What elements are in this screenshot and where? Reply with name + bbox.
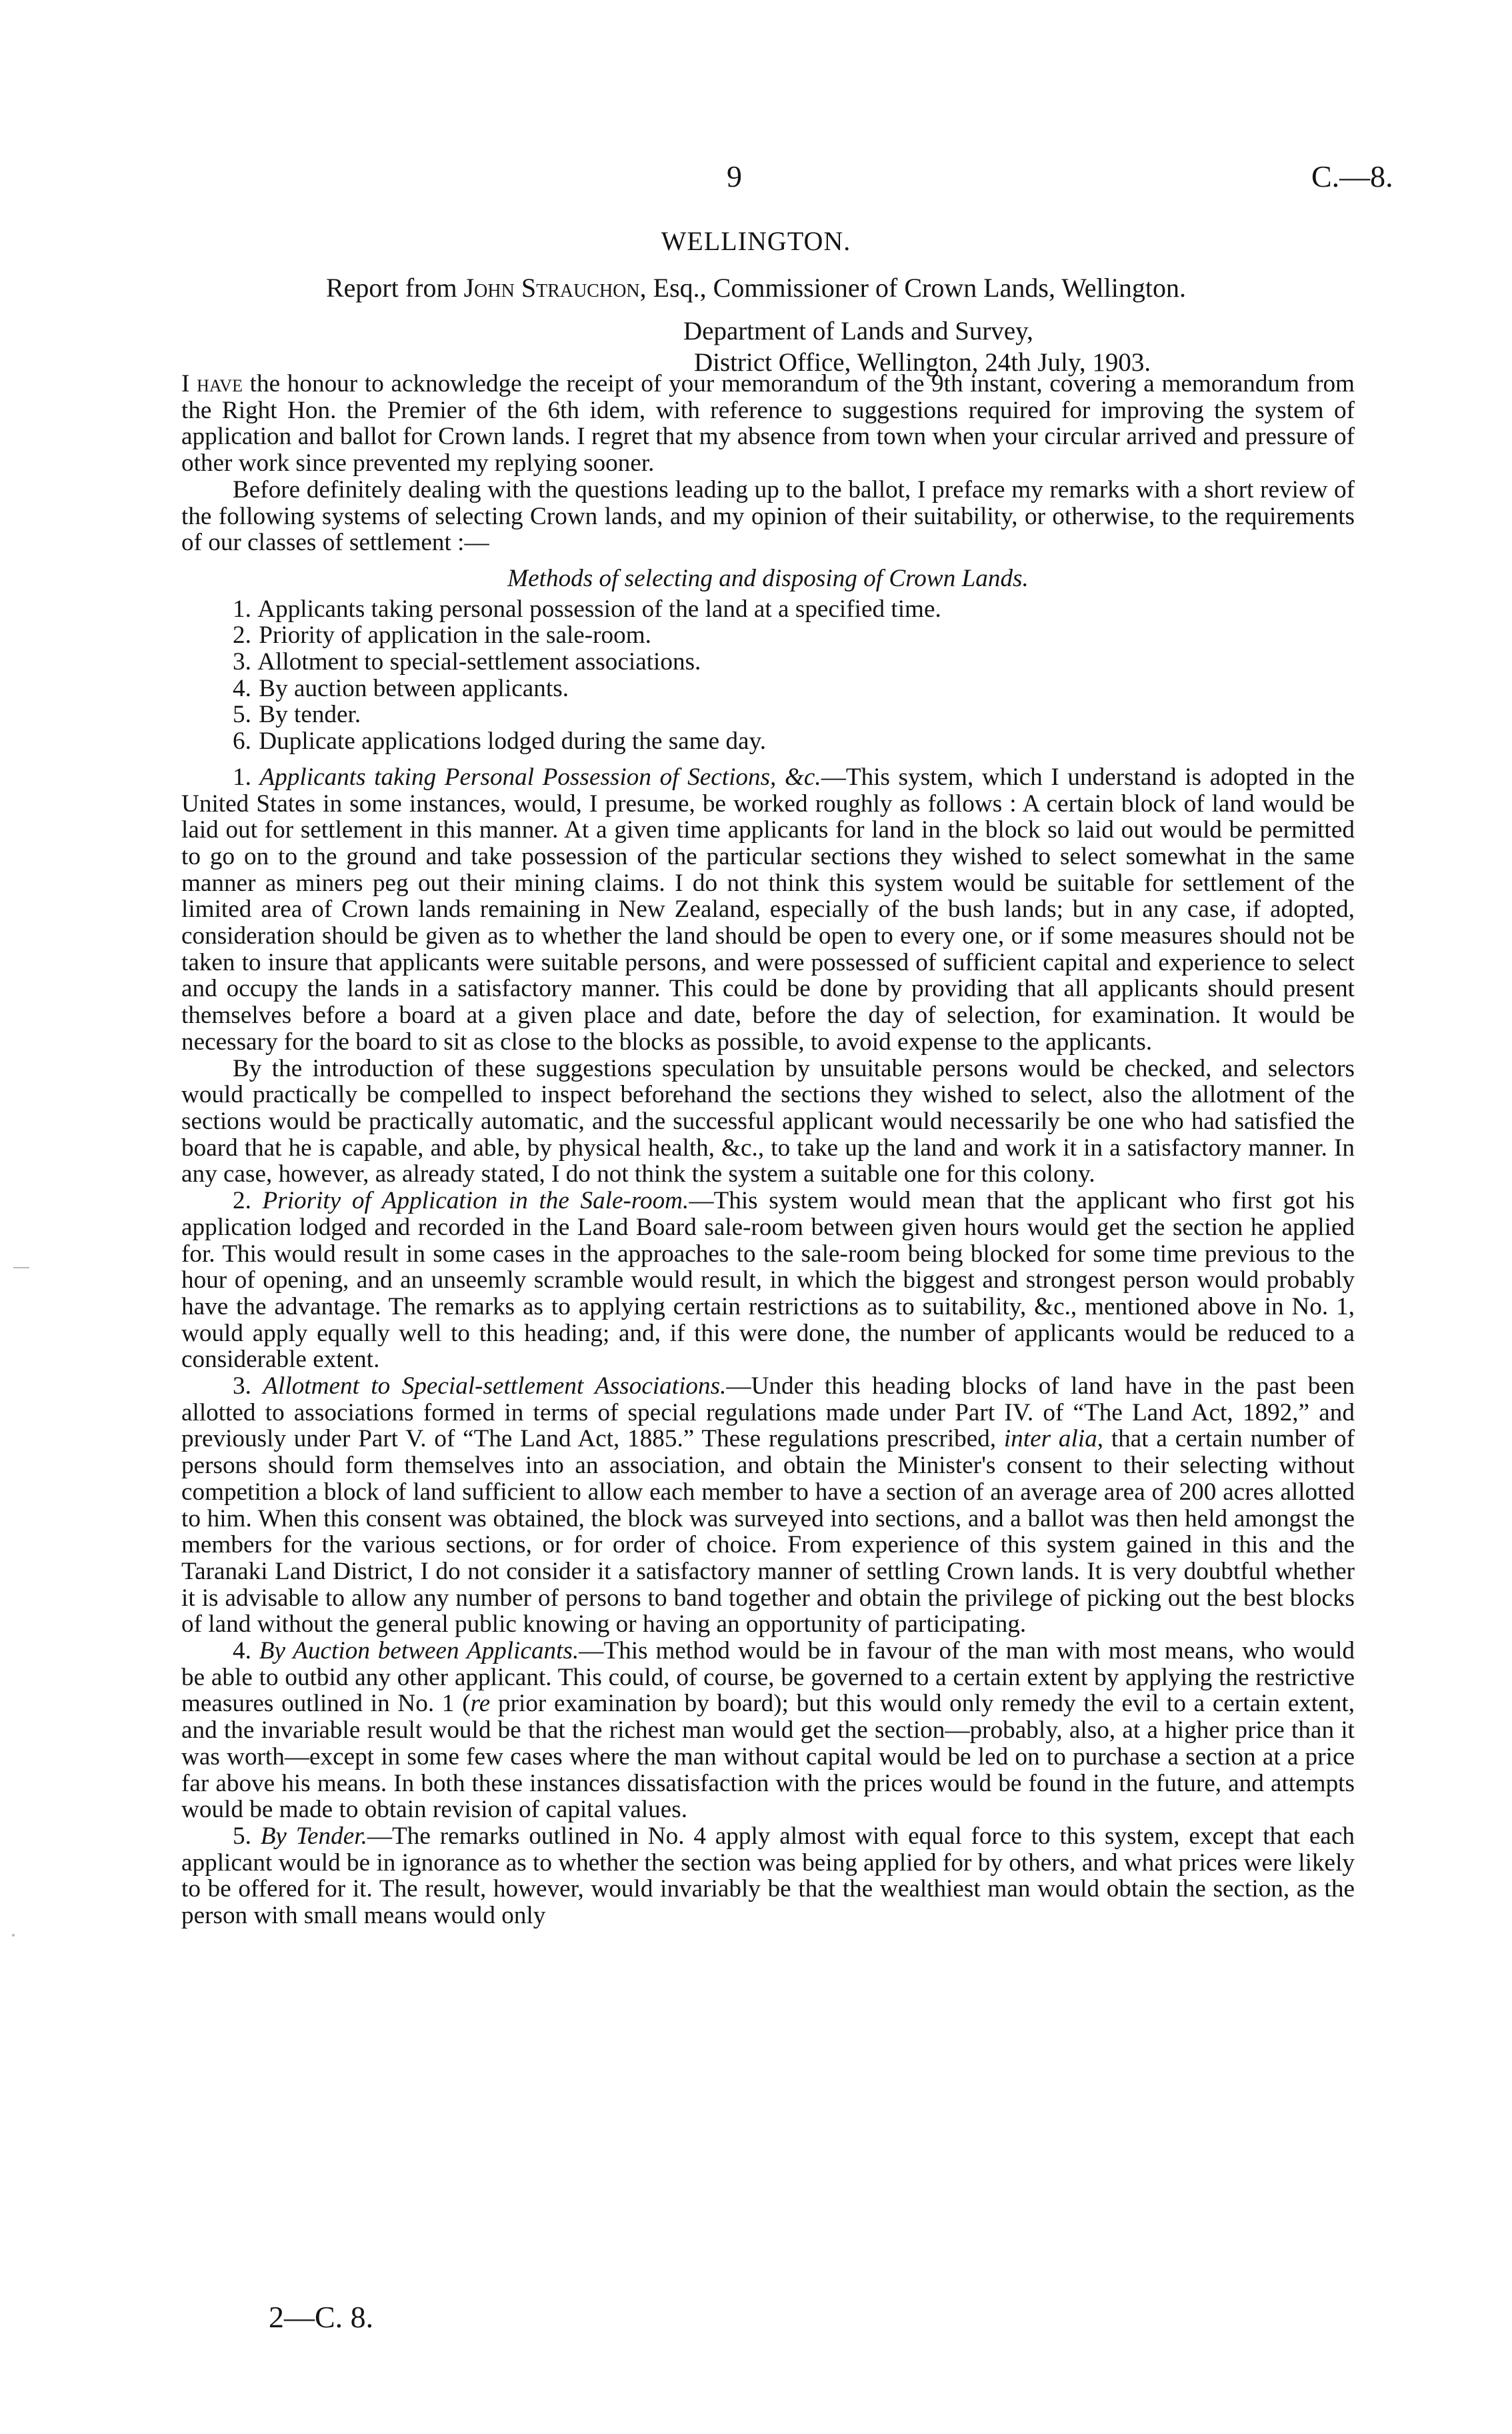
section-3-title: Allotment to Special-settlement Associations. [263, 1372, 727, 1400]
list-item-text: Duplicate applications lodged during the same day. [259, 728, 767, 756]
section-2-paragraph [181, 1188, 1355, 1373]
subheading-prefix: Report from [325, 273, 464, 303]
spacer [181, 755, 1355, 764]
section-5-number: 5. [233, 1822, 251, 1850]
page-heading: WELLINGTON. [661, 226, 851, 256]
margin-mark [13, 1267, 29, 1268]
document-reference: C.—8. [1311, 159, 1393, 193]
page-number: 9 [727, 159, 742, 193]
author-name: John Strauchon [463, 273, 640, 303]
intro-lead: I have [181, 370, 243, 397]
section-1-paragraph [181, 764, 1355, 1056]
list-item-number: 5. [233, 701, 251, 729]
section-5-title: By Tender. [260, 1822, 367, 1850]
section-1-number: 1. [233, 763, 251, 791]
list-item-text: Priority of application in the sale-room. [259, 622, 651, 650]
list-item-number: 2. [233, 622, 251, 650]
signature-mark: 2—C. 8. [269, 2300, 374, 2334]
intro-text-1: the honour to acknowledge the receipt of your memorandum of the 9th instant, covering a memorandum from the Right Hon. the Premier of the 6th idem, with reference to suggestions required for improving the system of application and ballot for Crown lands. I regret that my absence from town when your circular arrived and pressure of other work since prevented my replying sooner. [181, 370, 1355, 477]
section-3-text-a: —Under this heading blocks of land have in the past been allotted to associations formed in terms of special regulations made under Part IV. of “The Land Act, 1892,” and previously under Part V. of “The Land Act, 1885.” These regulations prescribed, [181, 1372, 1355, 1453]
address-line-1: Department of Lands and Survey, [683, 317, 1033, 345]
section-2-number: 2. [233, 1187, 251, 1215]
list-item [181, 728, 1355, 755]
address-line-2: District Office, Wellington, 24th July, 1903. [694, 348, 1151, 377]
list-item-text: By auction between applicants. [259, 674, 569, 702]
section-5-text: —The remarks outlined in No. 4 apply almost with equal force to this system, except that each applicant would be in ignorance as to whether the section was being applied for by others, and what prices were likely to be offered for it. The result, however, would invariably be that the wealthiest man would obtain the section, as the person with small means would only [181, 1822, 1355, 1930]
section-4-title: By Auction between Applicants. [259, 1637, 579, 1665]
list-item [181, 596, 1355, 623]
report-body [181, 371, 1355, 1929]
methods-title: Methods of selecting and disposing of Crown Lands. [507, 564, 1029, 592]
methods-list [181, 596, 1355, 755]
section-1-continuation: By the introduction of these suggestions speculation by unsuitable persons would be checked, and selectors would practically be compelled to inspect beforehand the sections they wished to select, also the allotment of the sections would be practically automatic, and the successful applicant would necessarily be one who had satisfied the board that he is capable, and able, by physical health, &c., to take up the land and work it in a satisfactory manner. In any case, however, as already stated, I do not think the system a suitable one for this colony. [181, 1054, 1355, 1188]
section-1-title: Applicants taking Personal Possession of Sections, &c. [259, 763, 821, 791]
list-item [181, 649, 1355, 676]
list-item-number: 4. [233, 674, 251, 702]
section-4-text-b: prior examination by board); but this would only remedy the evil to a certain extent, and the invariable result would be that the richest man would get the section—probably, also, at a higher price than it was worth—except in some few cases where the man without capital would be led on to purchase a section at a price far above his means. In both these instances dissatisfaction with the prices would be found in the future, and attempts would be made to obtain revision of capital values. [181, 1690, 1355, 1824]
section-2-title: Priority of Application in the Sale-room. [262, 1187, 689, 1215]
section-4-number: 4. [233, 1637, 251, 1665]
list-item-number: 1. [233, 595, 251, 623]
section-4-text-a: —This method would be in favour of the man with most means, who would be able to outbid any other applicant. This could, of course, be governed to a certain extent by applying the restrictive measures outlined in No. 1 ( [181, 1637, 1355, 1718]
section-4-italic: re [470, 1690, 491, 1718]
subheading-suffix: , Esq., Commissioner of Crown Lands, Wellington. [639, 273, 1186, 303]
list-item-number: 3. [233, 648, 251, 676]
intro-paragraph-1 [181, 371, 1355, 477]
section-5-paragraph [181, 1823, 1355, 1929]
list-item-text: By tender. [259, 701, 361, 729]
intro-paragraph-2: Before definitely dealing with the questions leading up to the ballot, I preface my remarks with a short review of the following systems of selecting Crown lands, and my opinion of their suitability, or otherwise, to the requirements of our classes of settlement :— [181, 475, 1355, 557]
list-item-text: Allotment to special-settlement associations. [257, 648, 701, 676]
section-3-text-b: , that a certain number of persons should form themselves into an association, and obtain the Minister's consent to their selecting without competition a block of land sufficient to allow each member to have a section of an average area of 200 acres allotted to him. When this consent was obtained, the block was surveyed into sections, and a ballot was then held amongst the members for the various sections, or for order of choice. From experience of this system gained in this and the Taranaki Land District, I do not consider it a satisfactory manner of settling Crown lands. It is very doubtful whether it is advisable to allow any number of persons to band together and obtain the privilege of picking out the best blocks of land without the general public knowing or having an opportunity of participating. [181, 1425, 1355, 1638]
list-item-text: Applicants taking personal possession of the land at a specified time. [257, 595, 941, 623]
margin-dot [12, 1934, 15, 1937]
section-1-text: —This system, which I understand is adopted in the United States in some instances, would, I presume, be worked roughly as follows : A certain block of land would be laid out for settlement in this manner. At a given time applicants for land in the block so laid out would be permitted to go on to the ground and take possession of the particular sections they wished to select somewhat in the same manner as miners peg out their mining claims. I do not think this system would be suitable for settlement of the limited area of Crown lands remaining in New Zealand, especially of the bush lands; but in any case, if adopted, consideration should be given as to whether the land should be open to every one, or if some measures should not be taken to insure that applicants were suitable persons, and were possessed of sufficient capital and experience to select and occupy the lands in a satisfactory manner. This could be done by providing that all applicants should present themselves before a board at a given place and date, before the day of selection, for examination. It would be necessary for the board to sit as close to the blocks as possible, to avoid expense to the applicants. [181, 763, 1355, 1056]
list-item [181, 676, 1355, 702]
section-3-paragraph [181, 1373, 1355, 1638]
section-4-paragraph [181, 1638, 1355, 1823]
section-2-text: —This system would mean that the applicant who first got his application lodged and recorded in the Land Board sale-room between given hours would get the section he applied for. This would result in some cases in the approaches to the sale-room being blocked for some time previous to the hour of opening, and an unseemly scramble would result, in which the biggest and strongest person would probably have the advantage. The remarks as to applying certain restrictions as to suitability, &c., mentioned above in No. 1, would apply equally well to this heading; and, if this were done, the number of applicants would be reduced to a considerable extent. [181, 1187, 1355, 1374]
report-subheading [0, 272, 1512, 303]
list-item-number: 6. [233, 728, 251, 756]
list-item [181, 622, 1355, 649]
list-item [181, 702, 1355, 728]
section-3-italic: inter alia [1003, 1425, 1097, 1453]
section-3-number: 3. [233, 1372, 251, 1400]
